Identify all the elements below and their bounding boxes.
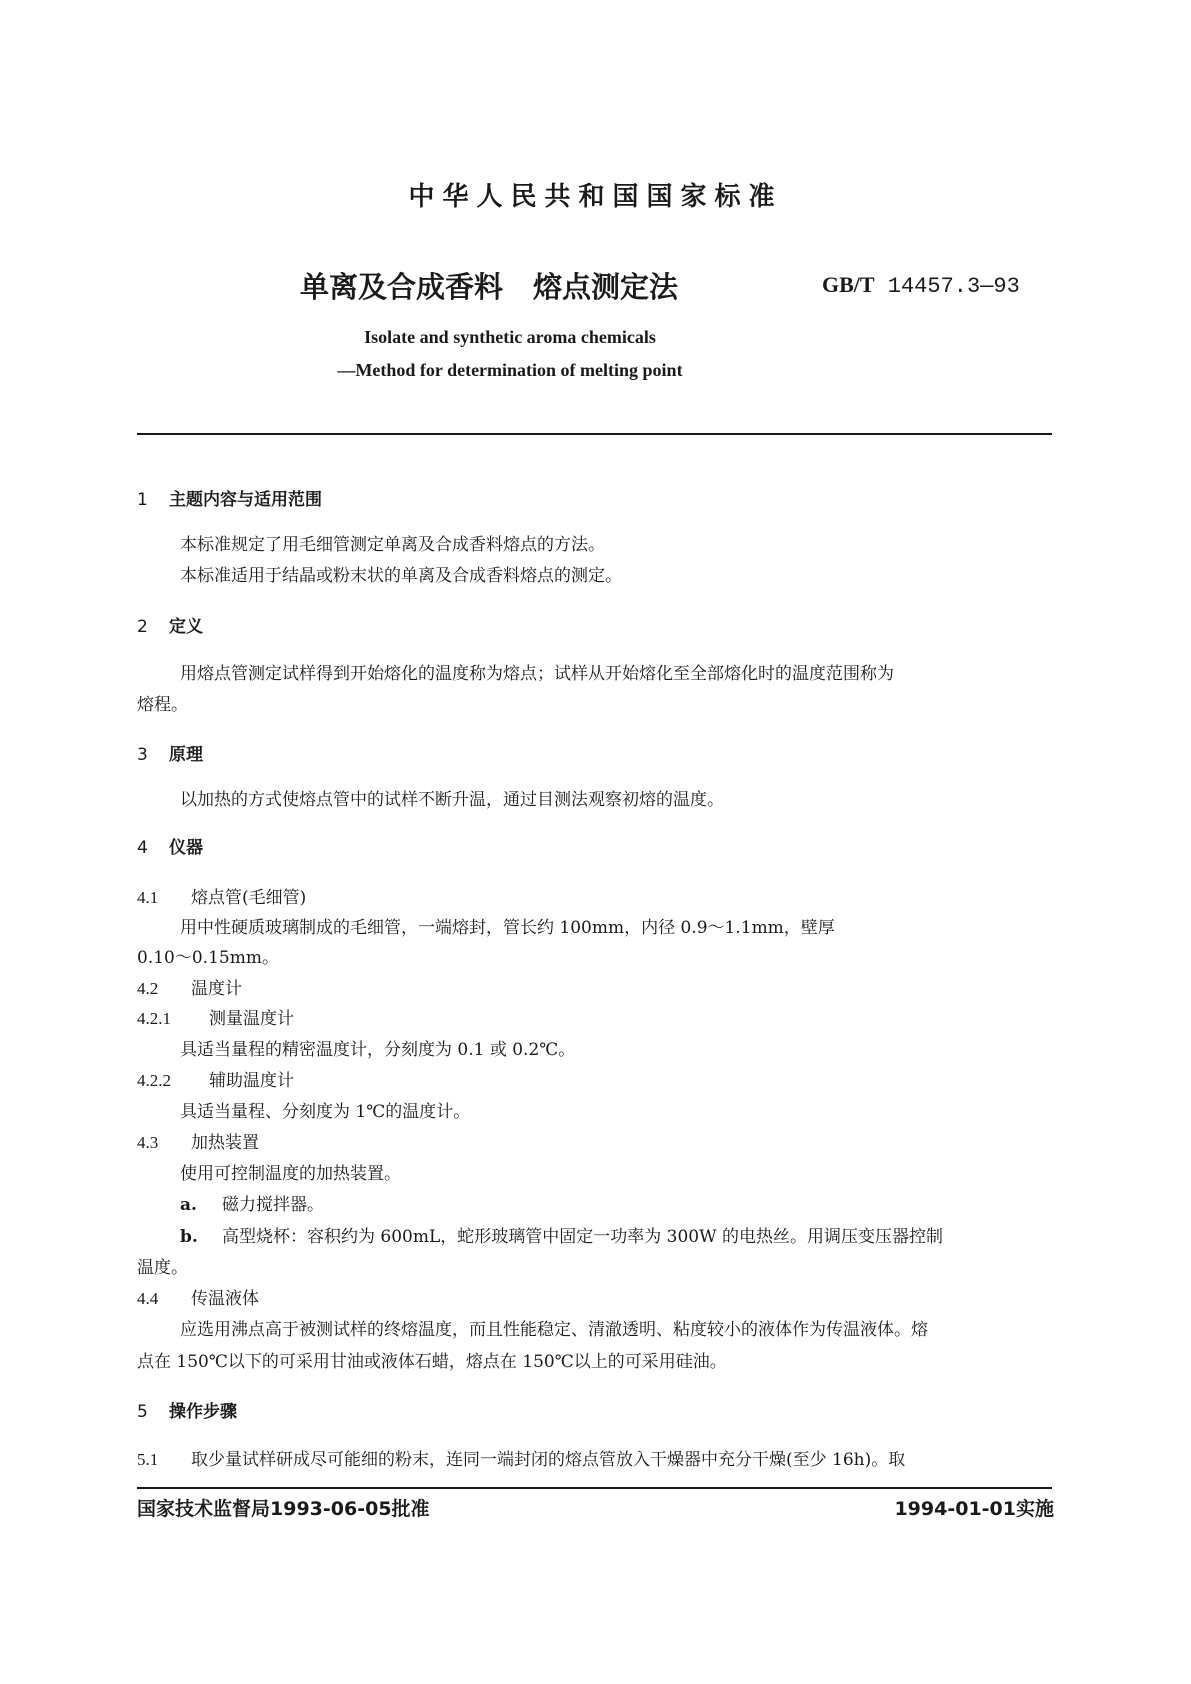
section-4-1-paragraph: 用中性硬质玻璃制成的毛细管，一端熔封，管长约 100mm，内径 0.9～1.1mm，壁厚	[180, 918, 835, 938]
subsection-title: 加热装置	[191, 1133, 259, 1153]
section-4-heading	[137, 833, 203, 858]
section-title: 定义	[169, 617, 203, 637]
national-standard-heading: 中华人民共和国国家标准	[408, 182, 783, 212]
subsection-text: 取少量试样研成尽可能细的粉末，连同一端封闭的熔点管放入干燥器中充分干燥(至少 16h)。取	[191, 1450, 906, 1470]
section-4-2-1-heading	[137, 1004, 294, 1029]
section-title: 原理	[169, 745, 203, 765]
effective-date: 1994-01-01实施	[894, 1498, 1054, 1520]
section-4-3-item-b	[180, 1222, 943, 1247]
item-label: a.	[180, 1195, 197, 1215]
item-text: 高型烧杯：容积约为 600mL，蛇形玻璃管中固定一功率为 300W 的电热丝。用调压变压器控制	[222, 1227, 943, 1247]
section-number: 3	[137, 745, 148, 765]
section-number: 5	[137, 1402, 148, 1422]
section-4-4-heading	[137, 1284, 259, 1309]
section-4-2-1-paragraph: 具适当量程的精密温度计，分刻度为 0.1 或 0.2℃。	[180, 1040, 576, 1060]
section-number: 2	[137, 617, 148, 637]
item-label: b.	[180, 1227, 198, 1247]
document-title-zh	[300, 265, 678, 306]
section-2-heading	[137, 612, 203, 637]
section-4-3-item-a	[180, 1190, 324, 1215]
approval-date: 国家技术监督局1993-06-05批准	[137, 1498, 430, 1520]
standard-prefix: GB/T	[822, 272, 875, 297]
section-4-1-heading	[137, 883, 306, 908]
subsection-number: 4.2.2	[137, 1071, 171, 1090]
section-4-2-2-paragraph: 具适当量程、分刻度为 1℃的温度计。	[180, 1102, 471, 1122]
section-4-4-paragraph-cont: 点在 150℃以下的可采用甘油或液体石蜡，熔点在 150℃以上的可采用硅油。	[137, 1352, 727, 1372]
section-1-paragraph-2: 本标准适用于结晶或粉末状的单离及合成香料熔点的测定。	[180, 566, 622, 586]
section-4-3-paragraph: 使用可控制温度的加热装置。	[180, 1164, 401, 1184]
section-3-heading	[137, 740, 203, 765]
section-4-3-item-b-cont: 温度。	[137, 1258, 188, 1278]
subsection-number: 5.1	[137, 1450, 159, 1469]
subsection-title: 熔点管(毛细管)	[191, 888, 307, 908]
section-1-heading	[137, 485, 322, 510]
section-4-2-heading	[137, 974, 242, 999]
subsection-number: 4.4	[137, 1289, 159, 1308]
section-number: 1	[137, 490, 148, 510]
section-number: 4	[137, 838, 148, 858]
section-title: 操作步骤	[169, 1402, 237, 1422]
standard-number: 14457.3—93	[887, 274, 1020, 299]
section-5-1-paragraph	[137, 1445, 905, 1470]
header-divider	[137, 433, 1052, 435]
section-2-paragraph-1: 用熔点管测定试样得到开始熔化的温度称为熔点；试样从开始熔化至全部熔化时的温度范围称为	[180, 664, 894, 684]
section-4-1-paragraph-cont: 0.10～0.15mm。	[137, 948, 279, 968]
section-3-paragraph-1: 以加热的方式使熔点管中的试样不断升温，通过目测法观察初熔的温度。	[180, 790, 724, 810]
subsection-title: 温度计	[191, 979, 242, 999]
subsection-number: 4.3	[137, 1133, 159, 1152]
section-4-3-heading	[137, 1128, 259, 1153]
footer-divider	[137, 1487, 1052, 1489]
section-2-paragraph-1-cont: 熔程。	[137, 695, 188, 715]
subsection-number: 4.1	[137, 888, 159, 907]
section-1-paragraph-1: 本标准规定了用毛细管测定单离及合成香料熔点的方法。	[180, 535, 605, 555]
subsection-number: 4.2.1	[137, 1009, 171, 1028]
subsection-number: 4.2	[137, 979, 159, 998]
document-title-en-line-2: —Method for determination of melting point	[337, 360, 683, 380]
subsection-title: 传温液体	[191, 1289, 259, 1309]
title-zh-part-1: 单离及合成香料	[300, 270, 504, 304]
standard-code	[822, 272, 1020, 299]
item-text: 磁力搅拌器。	[222, 1195, 324, 1215]
title-zh-part-2: 熔点测定法	[533, 270, 679, 304]
document-title-en-line-1: Isolate and synthetic aroma chemicals	[364, 327, 656, 347]
section-4-2-2-heading	[137, 1066, 294, 1091]
subsection-title: 辅助温度计	[209, 1071, 294, 1091]
section-title: 主题内容与适用范围	[169, 490, 322, 510]
section-title: 仪器	[169, 838, 203, 858]
section-4-4-paragraph: 应选用沸点高于被测试样的终熔温度，而且性能稳定、清澈透明、粘度较小的液体作为传温液体。熔	[180, 1320, 928, 1340]
section-5-heading	[137, 1397, 237, 1422]
subsection-title: 测量温度计	[209, 1009, 294, 1029]
